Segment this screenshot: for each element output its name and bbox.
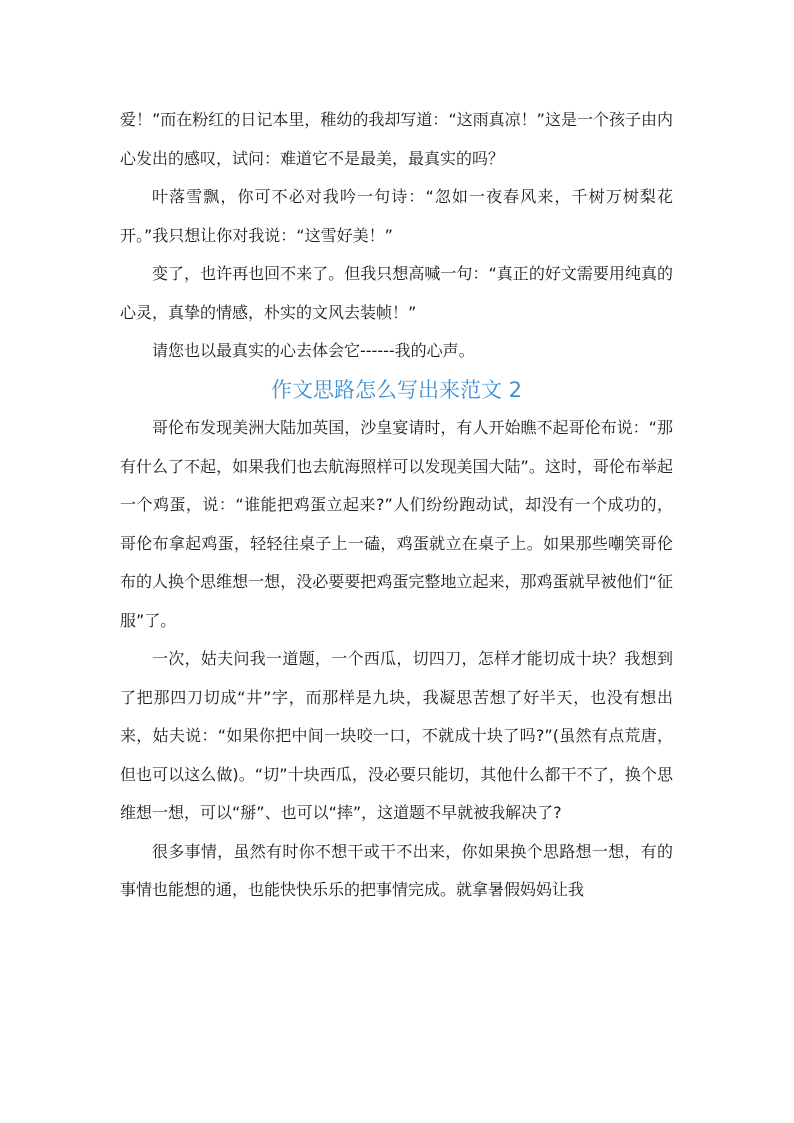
document-body [120,101,673,910]
section-heading: 作文思路怎么写出来范文 2 [270,377,523,402]
paragraph: 一次，姑夫问我一道题，一个西瓜，切四刀，怎样才能切成十块？我想到了把那四刀切成“井”字，而那样是九块，我凝思苦想了好半天，也没有想出来，姑夫说：“如果你把中间一块咬一口，不就成十块了吗?”(虽然有点荒唐，但也可以这么做)。“切”十块西瓜，没必要只能切，其他什么都干不了，换个思维想一想，可以“掰”、也可以“摔”，这道题不早就被我解决了? [120,649,673,822]
paragraph-continuation: 爱！”而在粉红的日记本里，稚幼的我却写道：“这雨真凉！”这是一个孩子由内心发出的感叹，试问：难道它不是最美，最真实的吗？ [120,110,673,168]
paragraph: 叶落雪飘，你可不必对我吟一句诗：“忽如一夜春风来，千树万树梨花开。”我只想让你对我说：“这雪好美！” [120,187,673,245]
paragraph: 很多事情，虽然有时你不想干或干不出来，你如果换个思路想一想，有的事情也能想的通，也能快快乐乐的把事情完成。就拿暑假妈妈让我 [120,841,673,899]
paragraph: 哥伦布发现美洲大陆加英国，沙皇宴请时，有人开始瞧不起哥伦布说：“那有什么了不起，如果我们也去航海照样可以发现美国大陆”。这时，哥伦布举起一个鸡蛋，说：“谁能把鸡蛋立起来?”人们纷纷跑动试，却没有一个成功的，哥伦布拿起鸡蛋，轻轻往桌子上一磕，鸡蛋就立在桌子上。如果那些嘲笑哥伦布的人换个思维想一想，没必要要把鸡蛋完整地立起来，那鸡蛋就早被他们“征服”了。 [120,418,673,630]
paragraph: 变了，也许再也回不来了。但我只想高喊一句：“真正的好文需要用纯真的心灵，真挚的情感，朴实的文风去装帧！” [120,264,673,322]
paragraph: 请您也以最真实的心去体会它------我的心声。 [152,341,475,360]
